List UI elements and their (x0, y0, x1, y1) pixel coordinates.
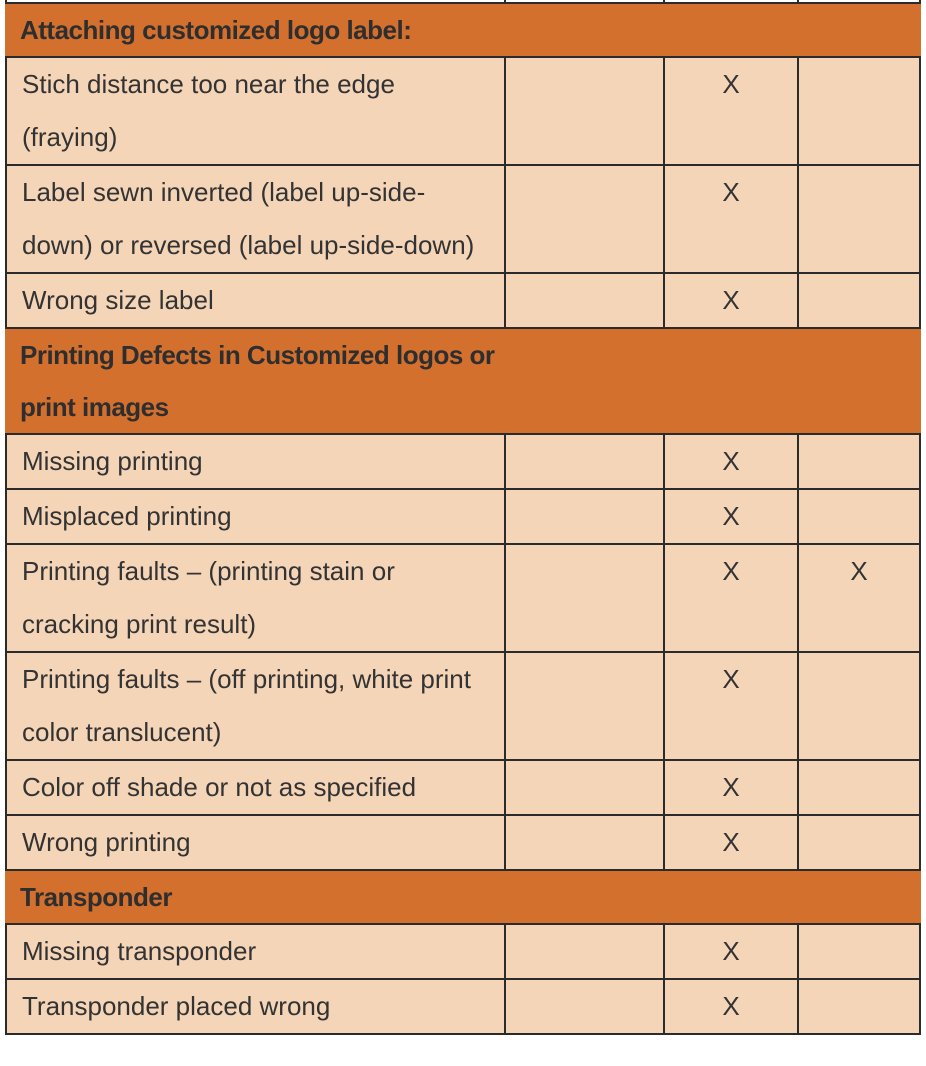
defect-cell: Missing transponder (5, 925, 506, 980)
table-row (5, 816, 921, 871)
defect-cell: Printing faults – (off printing, white print color translucent) (5, 653, 506, 761)
table-row (5, 166, 921, 274)
col3-cell (799, 435, 921, 490)
col2-cell: X (665, 490, 799, 545)
defect-cell: Printing faults – (printing stain or cracking print result) (5, 545, 506, 653)
section-title: Attaching customized logo label: (20, 15, 412, 45)
section-header-printing-defects (5, 329, 921, 435)
col3-cell (799, 761, 921, 816)
col1-cell (506, 545, 665, 653)
table-row (5, 761, 921, 816)
col3-cell (799, 166, 921, 274)
col1-cell (506, 653, 665, 761)
col3-cell (799, 980, 921, 1035)
table-row (5, 435, 921, 490)
col1-cell (506, 980, 665, 1035)
col3-cell (799, 490, 921, 545)
section-title: Transponder (20, 882, 172, 912)
col3-cell (799, 925, 921, 980)
col1-cell (506, 166, 665, 274)
col1-cell (506, 58, 665, 166)
section-header-transponder (5, 871, 921, 925)
defect-cell: Wrong printing (5, 816, 506, 871)
defect-cell: Label sewn inverted (label up-side-down) or reversed (label up-side-down) (5, 166, 506, 274)
col2-cell: X (665, 545, 799, 653)
defect-cell: Color off shade or not as specified (5, 761, 506, 816)
defect-cell: Transponder placed wrong (5, 980, 506, 1035)
col1-cell (506, 816, 665, 871)
table-row (5, 980, 921, 1035)
col2-cell: X (665, 816, 799, 871)
col1-cell (506, 490, 665, 545)
table-row (5, 545, 921, 653)
col1-cell (506, 925, 665, 980)
col3-cell (799, 653, 921, 761)
col2-cell: X (665, 58, 799, 166)
col3-cell (799, 274, 921, 329)
col1-cell (506, 761, 665, 816)
defect-cell: Wrong size label (5, 274, 506, 329)
defect-cell: Stich distance too near the edge (fraying) (5, 58, 506, 166)
table-row (5, 274, 921, 329)
col3-cell (799, 816, 921, 871)
col2-cell: X (665, 761, 799, 816)
table-row (5, 925, 921, 980)
col2-cell: X (665, 435, 799, 490)
table-row (5, 490, 921, 545)
col1-cell (506, 274, 665, 329)
col3-cell: X (799, 545, 921, 653)
col2-cell: X (665, 274, 799, 329)
col1-cell (506, 435, 665, 490)
defect-table (5, 2, 921, 1035)
table-row (5, 58, 921, 166)
col2-cell: X (665, 653, 799, 761)
col2-cell: X (665, 980, 799, 1035)
col2-cell: X (665, 925, 799, 980)
table-row (5, 653, 921, 761)
col2-cell: X (665, 166, 799, 274)
col3-cell (799, 58, 921, 166)
section-title: Printing Defects in Customized logos or print images (20, 340, 495, 422)
defect-cell: Missing printing (5, 435, 506, 490)
defect-cell: Misplaced printing (5, 490, 506, 545)
section-header-attaching-label (5, 2, 921, 58)
